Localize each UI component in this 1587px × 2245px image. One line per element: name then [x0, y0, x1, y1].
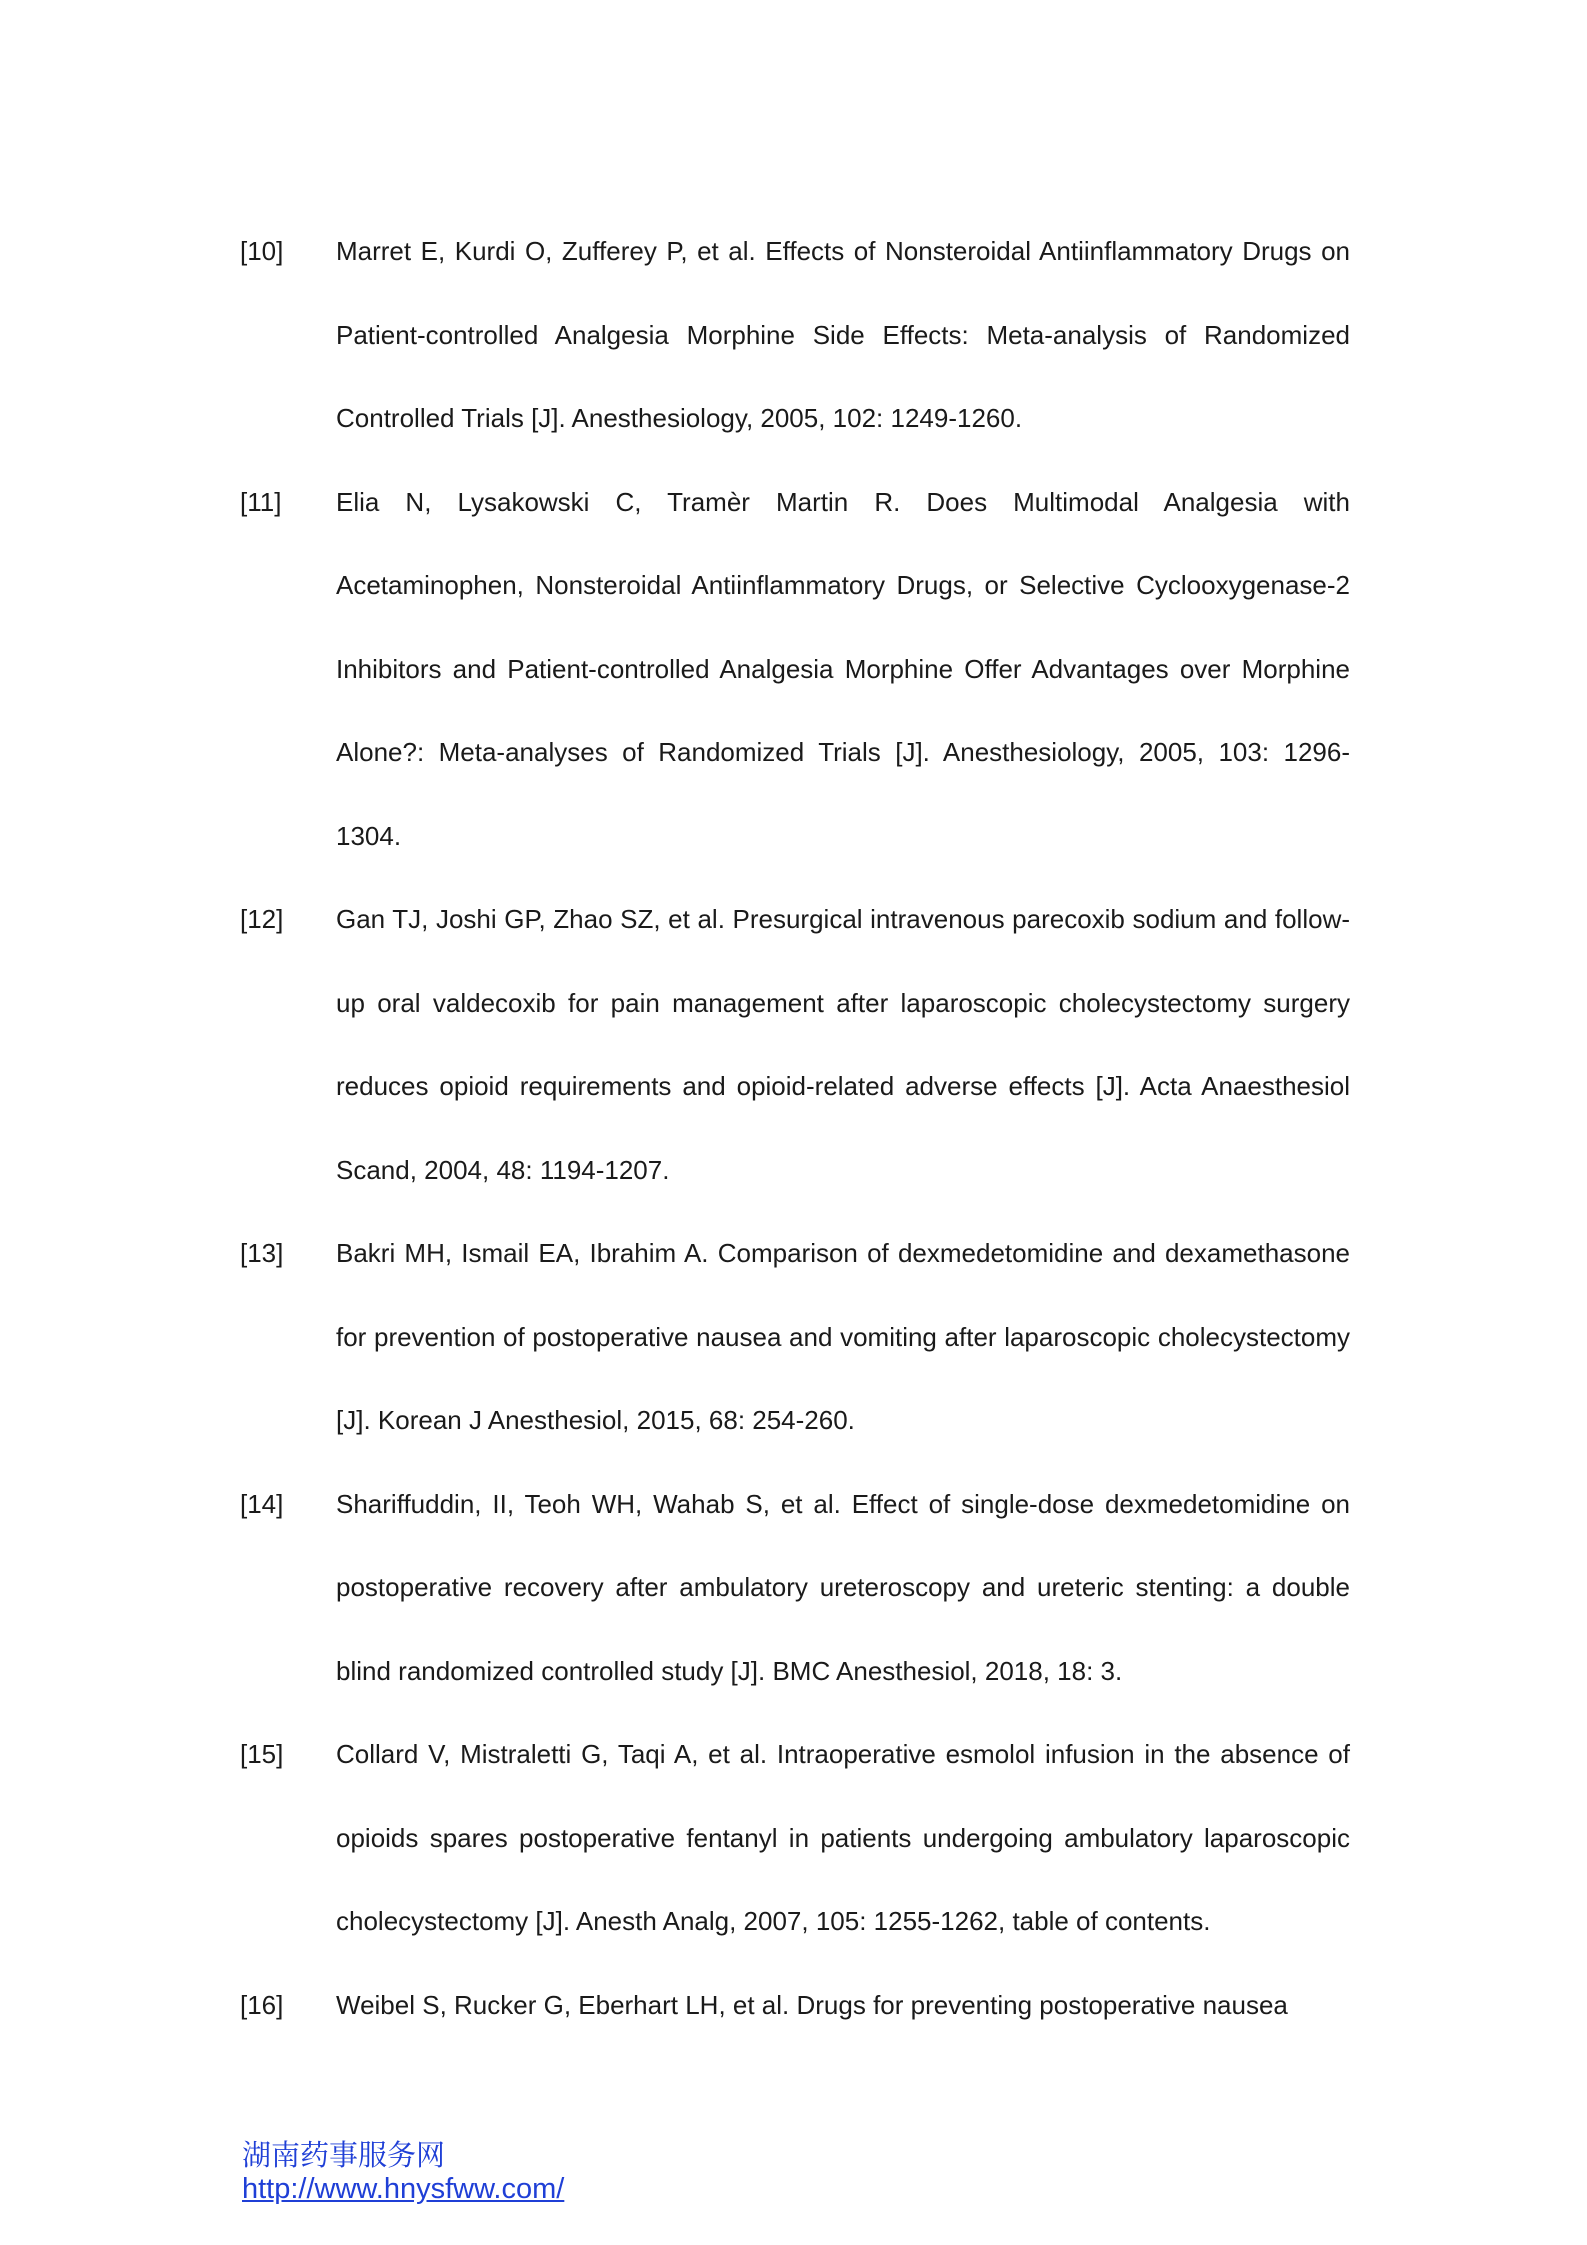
reference-item [240, 461, 1350, 879]
reference-item [240, 1212, 1350, 1463]
reference-item [240, 1964, 1350, 2048]
reference-item [240, 1713, 1350, 1964]
reference-list [240, 210, 1350, 2047]
footer-url-link[interactable]: http://www.hnysfww.com/ [242, 2173, 565, 2205]
reference-text: Elia N, Lysakowski C, Tramèr Martin R. Does Multimodal Analgesia with Acetaminophen, Nonsteroidal Antiinflammatory Drugs, or Selective Cyclooxygenase-2 Inhibitors and Patient-controlled Analgesia Morphine Offer Advantages over Morphine Alone?: Meta-analyses of Randomized Trials [J]. Anesthesiology, 2005, 103: 1296-1304. [336, 486, 1350, 851]
reference-text: Weibel S, Rucker G, Eberhart LH, et al. Drugs for preventing postoperative nausea [336, 1989, 1288, 2020]
reference-text: Collard V, Mistraletti G, Taqi A, et al. Intraoperative esmolol infusion in the absence of opioids spares postoperative fentanyl in patients undergoing ambulatory laparoscopic cholecystectomy [J]. Anesth Analg, 2007, 105: 1255-1262, table of contents. [336, 1739, 1350, 1936]
footer-site-name: 湖南药事服务网 [242, 2138, 446, 2172]
reference-number: [11] [240, 486, 282, 517]
reference-item [240, 1463, 1350, 1714]
reference-text: Bakri MH, Ismail EA, Ibrahim A. Comparison of dexmedetomidine and dexamethasone for prevention of postoperative nausea and vomiting after laparoscopic cholecystectomy [J]. Korean J Anesthesiol, 2015, 68: 254-260. [336, 1238, 1350, 1435]
reference-number: [16] [240, 1989, 284, 2020]
reference-item [240, 878, 1350, 1212]
reference-number: [14] [240, 1488, 284, 1519]
reference-number: [13] [240, 1238, 284, 1268]
page-footer [242, 2138, 564, 2206]
reference-text: Marret E, Kurdi O, Zufferey P, et al. Effects of Nonsteroidal Antiinflammatory Drugs on Patient-controlled Analgesia Morphine Side Effects: Meta-analysis of Randomized Controlled Trials [J]. Anesthesiology, 2005, 102: 1249-1260. [336, 236, 1350, 433]
reference-number: [10] [240, 236, 284, 266]
reference-text: Shariffuddin, II, Teoh WH, Wahab S, et al. Effect of single-dose dexmedetomidine on postoperative recovery after ambulatory ureteroscopy and ureteric stenting: a double blind randomized controlled study [J]. BMC Anesthesiol, 2018, 18: 3. [336, 1488, 1350, 1686]
reference-text: Gan TJ, Joshi GP, Zhao SZ, et al. Presurgical intravenous parecoxib sodium and follow-up oral valdecoxib for pain management after laparoscopic cholecystectomy surgery reduces opioid requirements and opioid-related adverse effects [J]. Acta Anaesthesiol Scand, 2004, 48: 1194-1207. [336, 904, 1350, 1185]
reference-item [240, 210, 1350, 461]
reference-number: [15] [240, 1739, 284, 1769]
reference-number: [12] [240, 904, 284, 934]
